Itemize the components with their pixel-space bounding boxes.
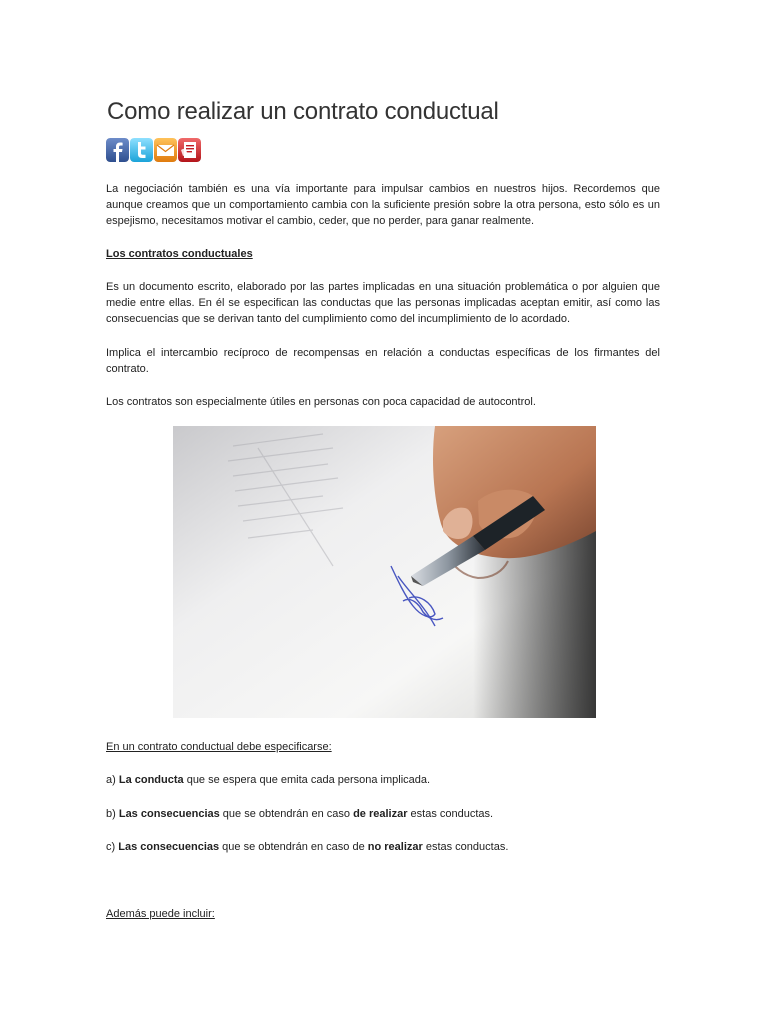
item-prefix: a) xyxy=(106,774,119,786)
article-title: Como realizar un contrato conductual xyxy=(107,98,499,125)
list-item-c xyxy=(106,839,508,855)
facebook-icon[interactable] xyxy=(106,138,129,162)
pdf-icon[interactable] xyxy=(178,138,201,162)
share-icons xyxy=(106,138,201,162)
twitter-icon[interactable] xyxy=(130,138,153,162)
item-bold-term: Las consecuencias xyxy=(118,841,220,853)
item-prefix: c) xyxy=(106,841,119,853)
list-item-a xyxy=(106,772,430,788)
definition-paragraph: Es un documento escrito, elaborado por las partes implicadas en una situación problemática o por alguien que medie entre ellas. En él se especifican las conductas que las personas implicadas aceptan emitir, así como las consecuencias que se derivan tanto del cumplimiento como del incumplimiento de lo acordado. xyxy=(106,281,660,325)
item-bold-term: Las consecuencias xyxy=(118,808,220,820)
item-suffix: estas conductas. xyxy=(407,808,494,820)
item-text: que se espera que emita cada persona implicada. xyxy=(183,774,431,786)
email-icon[interactable] xyxy=(154,138,177,162)
additional-heading: Además puede incluir: xyxy=(106,908,215,920)
section-heading: Los contratos conductuales xyxy=(106,248,253,260)
usefulness-paragraph: Los contratos son especialmente útiles en personas con poca capacidad de autocontrol. xyxy=(106,396,536,408)
item-bold-term: La conducta xyxy=(118,774,184,786)
item-prefix: b) xyxy=(106,808,119,820)
list-item-b xyxy=(106,806,493,822)
item-text: que se obtendrán en caso de xyxy=(219,841,368,853)
item-bold-condition: de realizar xyxy=(353,808,408,820)
item-suffix: estas conductas. xyxy=(422,841,509,853)
intro-paragraph: La negociación también es una vía importante para impulsar cambios en nuestros hijos. Recordemos que aunque creamos que un comportamiento cambia con la suficiente presión sobre la otra persona, esto sólo es un espejismo, necesitamos motivar el cambio, ceder, que no perder, para ganar realmente. xyxy=(106,183,660,227)
item-bold-condition: no realizar xyxy=(367,841,423,853)
item-text: que se obtendrán en caso xyxy=(219,808,354,820)
specify-heading: En un contrato conductual debe especificarse: xyxy=(106,741,332,753)
exchange-paragraph: Implica el intercambio recíproco de recompensas en relación a conductas específicas de los firmantes del contrato. xyxy=(106,347,660,375)
contract-signing-photo xyxy=(173,426,596,718)
